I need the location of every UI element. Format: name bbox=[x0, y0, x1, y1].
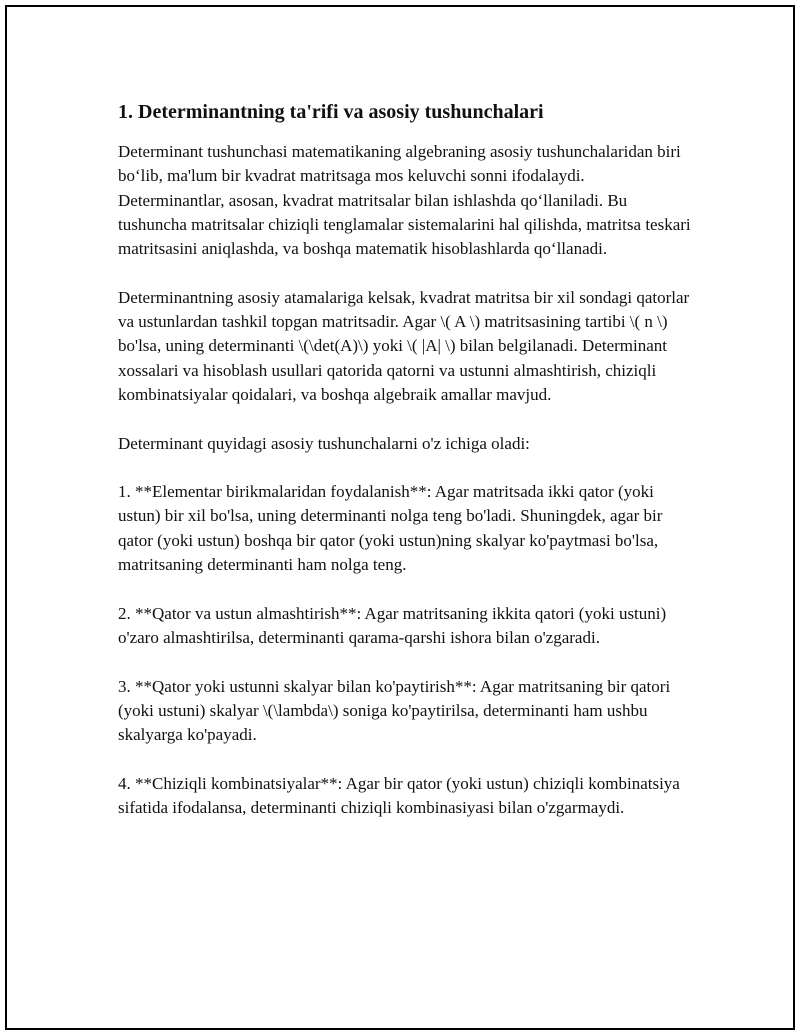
list-item-1: 1. **Elementar birikmalaridan foydalanish**: Agar matritsada ikki qator (yoki ustun) bir xil bo'lsa, uning determinanti nolga teng bo'ladi. Shuningdek, agar bir qator (yoki ustun) boshqa bir qator (yoki ustun)ning skalyar ko'paytmasi bo'lsa, matritsaning determinanti ham nolga teng. bbox=[118, 482, 663, 575]
terms-paragraph: Determinantning asosiy atamalariga kelsak, kvadrat matritsa bir xil sondagi qatorlar va ustunlardan tashkil topgan matritsadir. Agar \( A \) matritsasining tartibi \( n \) bo'lsa, uning determinanti \(\det(A)\) yoki \( |A| \) bilan belgilanadi. Determinant xossalari va hisoblash usullari qatorida qatorni va ustunni almashtirish, chiziqli kombinatsiyalar qoidalari, va boshqa algebraik amallar mavjud. bbox=[118, 287, 690, 404]
list-item-2: 2. **Qator va ustun almashtirish**: Agar matritsaning ikkita qatori (yoki ustuni) o'zaro almashtirilsa, determinanti qarama-qarshi ishora bilan o'zgaradi. bbox=[118, 603, 667, 647]
document-content bbox=[118, 99, 694, 845]
list-intro-paragraph: Determinant quyidagi asosiy tushunchalarni o'z ichiga oladi: bbox=[118, 433, 530, 453]
list-item-3: 3. **Qator yoki ustunni skalyar bilan ko'paytirish**: Agar matritsaning bir qatori (yoki ustuni) skalyar \(\lambda\) soniga ko'paytirilsa, determinanti ham ushbu skalyarga ko'payadi. bbox=[118, 676, 671, 745]
section-heading: 1. Determinantning ta'rifi va asosiy tushunchalari bbox=[118, 101, 544, 123]
document-page bbox=[5, 5, 795, 1030]
list-item-4: 4. **Chiziqli kombinatsiyalar**: Agar bir qator (yoki ustun) chiziqli kombinatsiya sifatida ifodalansa, determinanti chiziqli kombinasiyasi bilan o'zgarmaydi. bbox=[118, 773, 680, 818]
intro-paragraph: Determinant tushunchasi matematikaning algebraning asosiy tushunchalaridan biri bo‘lib, ma'lum bir kvadrat matritsaga mos keluvchi sonni ifodalaydi. Determinantlar, asosan, kvadrat matritsalar bilan ishlashda qo‘llaniladi. Bu tushuncha matritsalar chiziqli tenglamalar sistemalarini hal qilishda, matritsa teskari matritsasini aniqlashda, va boshqa matematik hisoblashlarda qo‘llanadi. bbox=[118, 142, 691, 259]
